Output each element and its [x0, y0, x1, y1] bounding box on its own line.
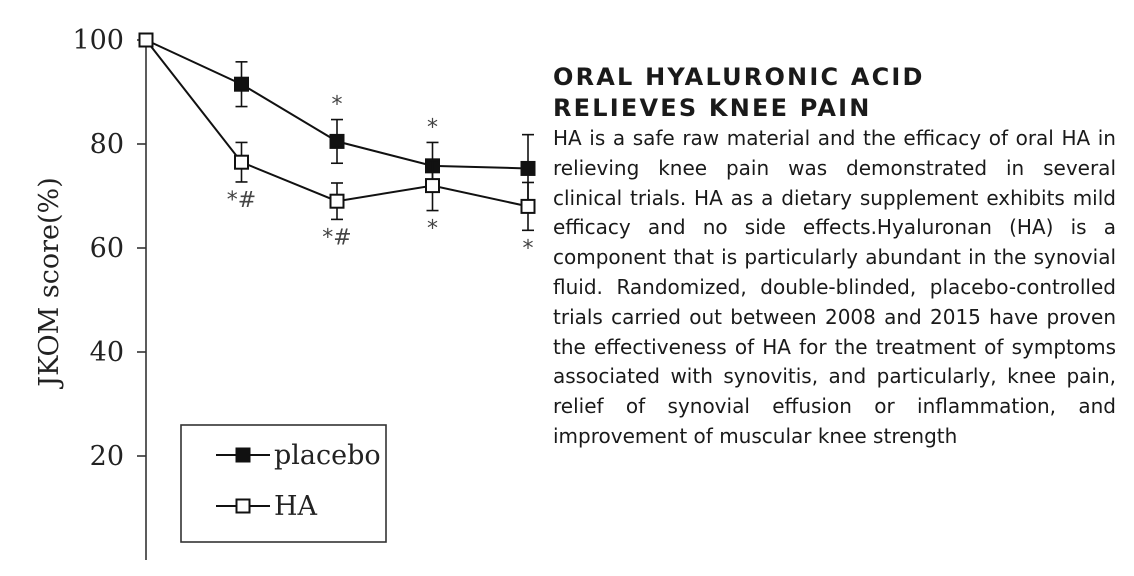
significance-marker: *# — [322, 225, 352, 251]
y-tick-label: 20 — [89, 441, 124, 472]
chart-legend — [181, 425, 386, 542]
legend-marker — [237, 449, 250, 462]
jkom-line-chart — [0, 0, 540, 576]
data-point — [331, 195, 344, 208]
data-point — [522, 200, 535, 213]
legend-label-ha: HA — [274, 491, 318, 522]
significance-marker: * — [427, 216, 438, 242]
significance-marker: * — [427, 115, 438, 141]
article-headline — [553, 62, 1116, 124]
data-point — [331, 135, 344, 148]
series-placebo — [140, 34, 535, 203]
data-point — [522, 162, 535, 175]
significance-annotations — [227, 93, 534, 262]
data-point — [235, 78, 248, 91]
significance-marker: * — [522, 236, 534, 262]
data-point — [426, 179, 439, 192]
y-tick-label: 40 — [89, 337, 124, 368]
y-tick-label: 80 — [89, 129, 124, 160]
headline-line-2: RELIEVES KNEE PAIN — [553, 94, 872, 122]
data-series — [140, 34, 535, 231]
data-point — [140, 34, 153, 47]
article-panel — [553, 62, 1116, 452]
y-axis — [72, 25, 146, 560]
y-axis-title: JKOM score(%) — [34, 177, 65, 387]
article-body: HA is a safe raw material and the efficacy of oral HA in relieving knee pain was demonstrated in several clinical trials. HA as a dietary supplement exhibits mild efficacy and no side effects.Hyaluronan (HA) is a component that is particularly abundant in the synovial fluid. Randomized, double-blinded, placebo-controlled trials carried out between 2008 and 2015 have proven the effectiveness of HA for the treatment of symptoms associated with synovitis, and particularly, knee pain, relief of synovial effusion or inflammation, and improvement of muscular knee strength — [553, 126, 1116, 448]
y-tick-label: 60 — [89, 233, 124, 264]
legend-marker — [237, 500, 250, 513]
significance-marker: * — [331, 92, 343, 118]
data-point — [235, 156, 248, 169]
legend-label-placebo: placebo — [274, 440, 381, 471]
y-tick-label: 100 — [72, 25, 124, 56]
significance-marker: *# — [226, 187, 257, 213]
headline-line-1: ORAL HYALURONIC ACID — [553, 63, 925, 91]
